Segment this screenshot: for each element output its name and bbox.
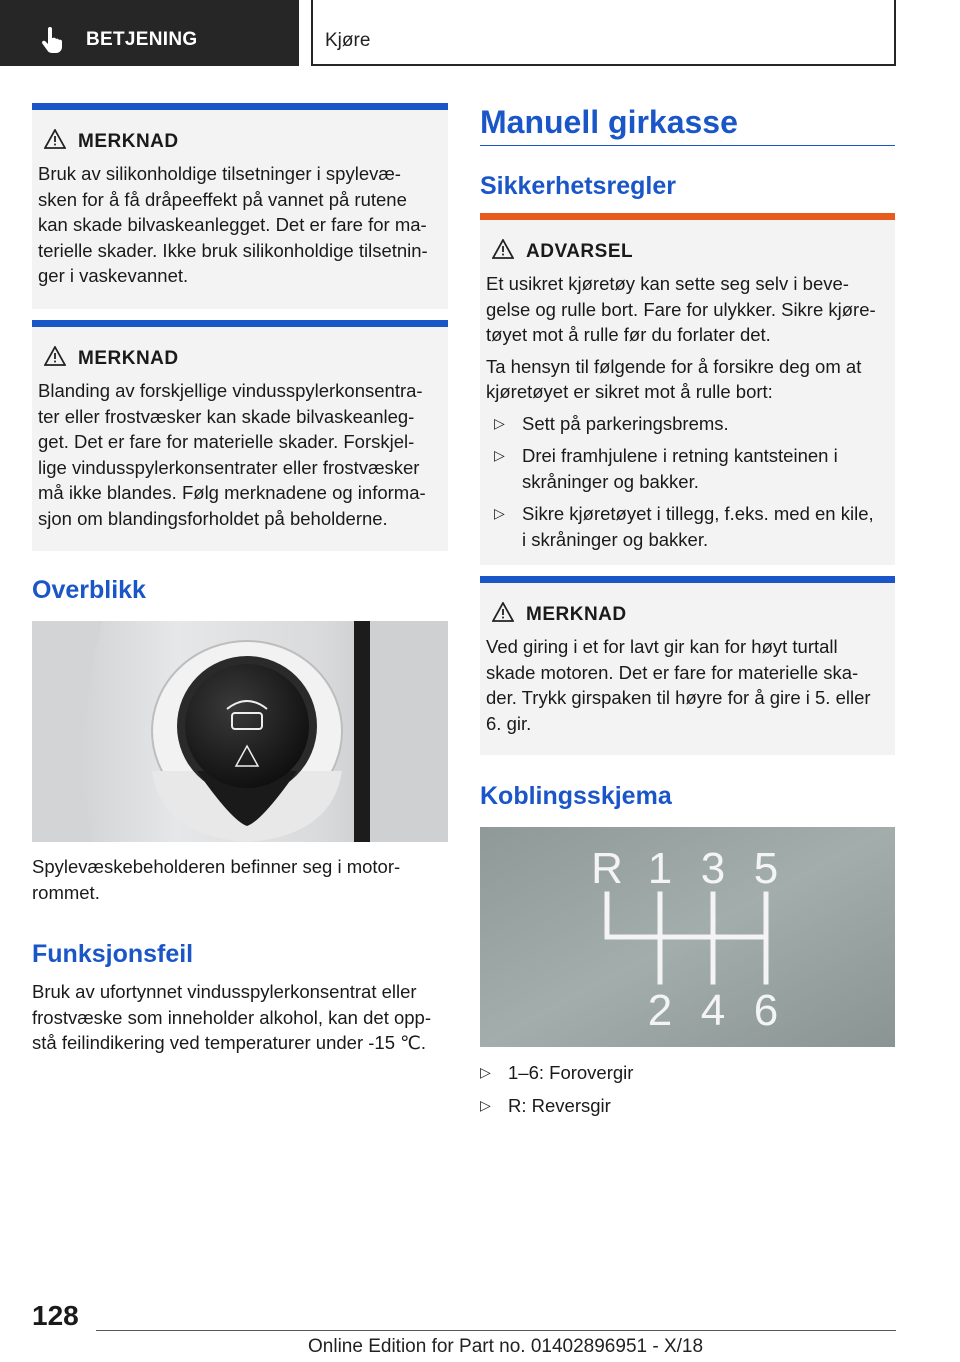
- note-body: [486, 634, 885, 736]
- edition-info: Online Edition for Part no. 01402896951 - X/18: [308, 1336, 704, 1357]
- title-rule: [480, 145, 895, 146]
- list-item: [486, 411, 885, 437]
- note-box-3: [480, 576, 895, 755]
- warning-triangle-icon: [492, 239, 514, 259]
- shift-pattern-heading: Koblingsskjema: [480, 782, 672, 810]
- gear-label: 5: [753, 844, 779, 893]
- text-line: tøyet mot å rulle før du forlater det.: [486, 324, 771, 345]
- warning-bar: [480, 213, 895, 220]
- text-line: skråninger og bakker.: [522, 470, 699, 492]
- chapter-label: Kjøre: [325, 30, 371, 51]
- text-line: terielle skader. Ikke bruk silikonholdige tilsetnin-: [38, 239, 428, 261]
- safety-heading: Sikkerhetsregler: [480, 172, 676, 200]
- chapter-tab: [311, 0, 896, 66]
- washer-reservoir-photo: [32, 621, 448, 842]
- warning-paragraph: [486, 354, 885, 405]
- text-line: Blanding av forskjellige vindusspylerkonsentra-: [38, 380, 423, 401]
- fault-text: [32, 979, 452, 1056]
- warning-paragraph: [486, 271, 885, 348]
- text-line: Spylevæskebeholderen befinner seg i motor-: [32, 856, 401, 877]
- note-box-2: [32, 320, 448, 551]
- text-line: R: Reversgir: [508, 1094, 611, 1116]
- bullet-icon: ▷: [494, 505, 505, 521]
- warning-body: [486, 271, 885, 559]
- text-line: ger i vaskevannet.: [38, 265, 189, 286]
- page-title: Manuell girkasse: [480, 104, 738, 140]
- note-box-1: [32, 103, 448, 309]
- note-body: [38, 161, 438, 289]
- bullet-icon: ▷: [480, 1064, 491, 1080]
- note-title: MERKNAD: [78, 348, 179, 369]
- text-line: sken for å få dråpeeffekt på vannet på rutene: [38, 188, 407, 210]
- text-line: rommet.: [32, 881, 100, 903]
- text-line: frostvæske som inneholder alkohol, kan det opp-: [32, 1006, 431, 1028]
- gear-label: R: [591, 844, 623, 893]
- warning-list: [486, 411, 885, 553]
- list-item: [472, 1060, 892, 1086]
- overview-heading: Overblikk: [32, 576, 146, 604]
- gear-label: 6: [753, 986, 779, 1035]
- warning-title: ADVARSEL: [526, 241, 634, 262]
- text-line: i skråninger og bakker.: [522, 528, 709, 550]
- section-label: BETJENING: [86, 29, 198, 50]
- text-line: 1–6: Forovergir: [508, 1062, 634, 1083]
- text-line: 6. gir.: [486, 712, 532, 734]
- gear-label: 3: [700, 844, 726, 893]
- text-line: Bruk av silikonholdige tilsetninger i spylevæ-: [38, 163, 401, 184]
- text-line: der. Trykk girspaken til høyre for å gire i 5. eller: [486, 687, 871, 708]
- note-body: [38, 378, 438, 531]
- text-line: gelse og rulle bort. Fare for ulykker. Sikre kjøre-: [486, 298, 876, 320]
- text-line: lige vindusspylerkonsentrater eller frostvæsker: [38, 456, 420, 478]
- gear-label: 4: [700, 986, 726, 1035]
- note-bar: [32, 320, 448, 327]
- bullet-icon: ▷: [494, 414, 505, 431]
- text-line: kan skade bilvaskeanlegget. Det er fare for ma-: [38, 214, 427, 235]
- gear-label: 2: [647, 986, 673, 1035]
- gear-label: 1: [647, 844, 673, 893]
- warning-box: [480, 213, 895, 565]
- note-title: MERKNAD: [526, 604, 627, 625]
- shift-pattern-diagram: [480, 827, 895, 1047]
- fault-heading: Funksjonsfeil: [32, 940, 194, 968]
- note-bar: [480, 576, 895, 583]
- text-line: Drei framhjulene i retning kantsteinen i: [522, 445, 838, 466]
- text-line: Ved giring i et for lavt gir kan for høyt turtall: [486, 636, 838, 657]
- overview-caption: [32, 854, 448, 905]
- warning-triangle-icon: [44, 129, 66, 149]
- text-line: Sett på parkeringsbrems.: [522, 412, 729, 434]
- text-line: Bruk av ufortynnet vindusspylerkonsentrat eller: [32, 981, 417, 1002]
- hand-pointer-icon: [38, 26, 66, 54]
- list-item: [472, 1093, 892, 1119]
- gear-legend: [472, 1060, 892, 1125]
- text-line: må ikke blandes. Følg merknadene og informa-: [38, 482, 426, 503]
- text-line: Sikre kjøretøyet i tillegg, f.eks. med en kile,: [522, 503, 874, 524]
- note-bar: [32, 103, 448, 110]
- list-item: [486, 443, 885, 494]
- text-line: Ta hensyn til følgende for å forsikre deg om at: [486, 355, 862, 377]
- page-number: 128: [32, 1300, 79, 1331]
- warning-triangle-icon: [44, 346, 66, 366]
- note-title: MERKNAD: [78, 131, 179, 152]
- warning-triangle-icon: [492, 602, 514, 622]
- text-line: skade motoren. Det er fare for materielle ska-: [486, 661, 859, 683]
- text-line: stå feilindikering ved temperaturer under -15 ℃.: [32, 1032, 427, 1053]
- text-line: Et usikret kjøretøy kan sette seg selv i beve-: [486, 273, 849, 294]
- bullet-icon: ▷: [494, 447, 505, 463]
- section-tab: [0, 0, 299, 66]
- footer-rule: [96, 1330, 896, 1331]
- text-line: ter eller frostvæsker kan skade bilvaskeanleg-: [38, 405, 415, 427]
- bullet-icon: ▷: [480, 1096, 491, 1113]
- text-line: sjon om blandingsforholdet på beholderne.: [38, 507, 388, 529]
- text-line: get. Det er fare for materielle skader. Forskjel-: [38, 431, 415, 452]
- list-item: [486, 501, 885, 552]
- text-line: kjøretøyet er sikret mot å rulle bort:: [486, 381, 773, 402]
